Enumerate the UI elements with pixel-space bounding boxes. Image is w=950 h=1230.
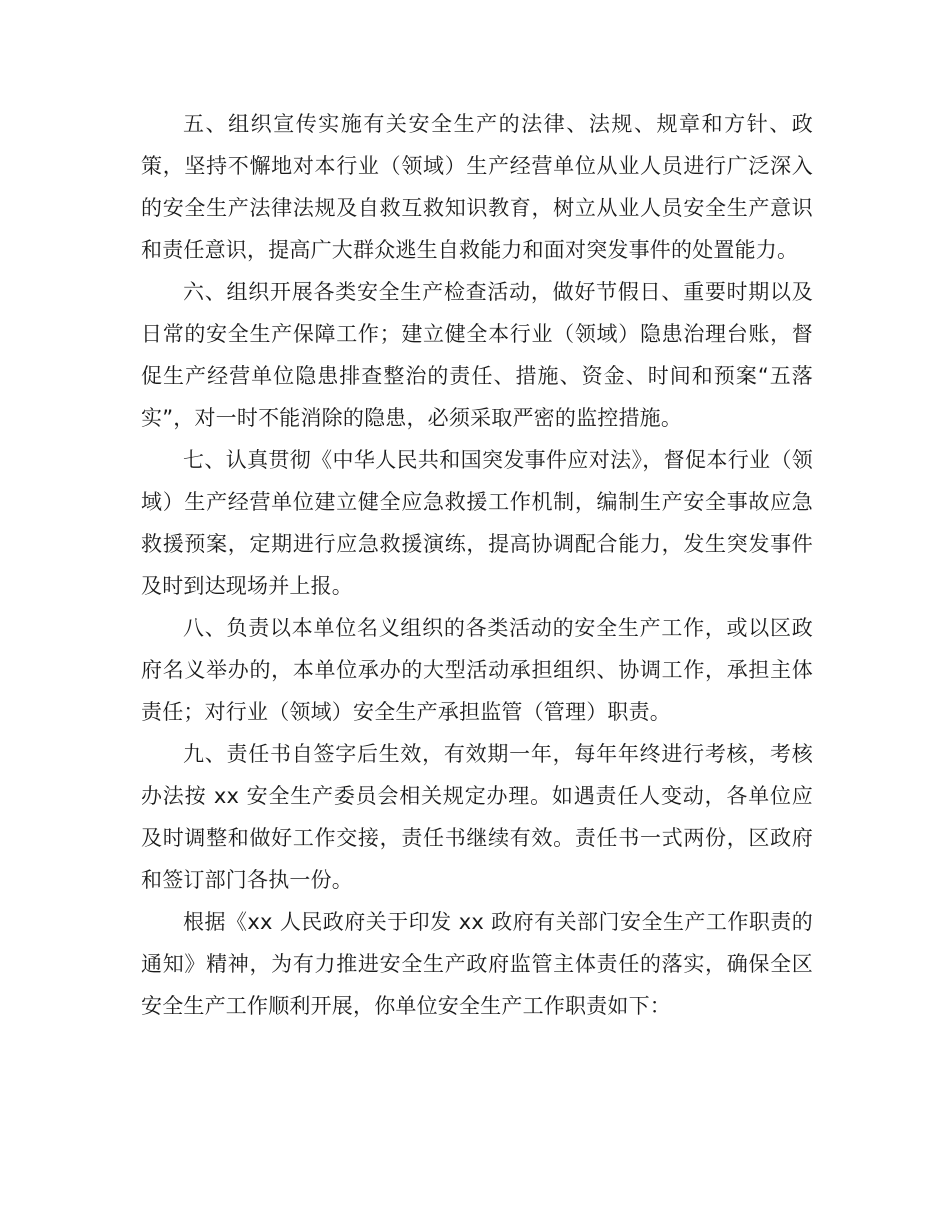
paragraph-duties-intro: 根据《xx 人民政府关于印发 xx 政府有关部门安全生产工作职责的通知》精神，为有力推进安全生产政府监管主体责任的落实，确保全区安全生产工作顺利开展，你单位安全生产工作职责如下：: [141, 910, 813, 1018]
paragraph-item-5: 五、组织宣传实施有关安全生产的法律、法规、规章和方针、政策，坚持不懈地对本行业（领域）生产经营单位从业人员进行广泛深入的安全生产法律法规及自救互救知识教育，树立从业人员安全生产意识和责任意识，提高广大群众逃生自救能力和面对突发事件的处置能力。: [141, 112, 813, 262]
paragraph-item-8: 八、负责以本单位名义组织的各类活动的安全生产工作，或以区政府名义举办的，本单位承办的大型活动承担组织、协调工作，承担主体责任；对行业（领域）安全生产承担监管（管理）职责。: [141, 616, 813, 724]
paragraph-item-9: 九、责任书自签字后生效，有效期一年，每年年终进行考核，考核办法按 xx 安全生产委员会相关规定办理。如遇责任人变动，各单位应及时调整和做好工作交接，责任书继续有效。责任书一式两份，区政府和签订部门各执一份。: [141, 742, 813, 892]
paragraph-item-7: 七、认真贯彻《中华人民共和国突发事件应对法》，督促本行业（领域）生产经营单位建立健全应急救援工作机制，编制生产安全事故应急救援预案，定期进行应急救援演练，提高协调配合能力，发生突发事件及时到达现场并上报。: [141, 448, 813, 598]
paragraph-item-6: 六、组织开展各类安全生产检查活动，做好节假日、重要时期以及日常的安全生产保障工作；建立健全本行业（领域）隐患治理台账，督促生产经营单位隐患排查整治的责任、措施、资金、时间和预案“五落实”，对一时不能消除的隐患，必须采取严密的监控措施。: [141, 280, 813, 430]
document-body: [141, 103, 813, 1027]
